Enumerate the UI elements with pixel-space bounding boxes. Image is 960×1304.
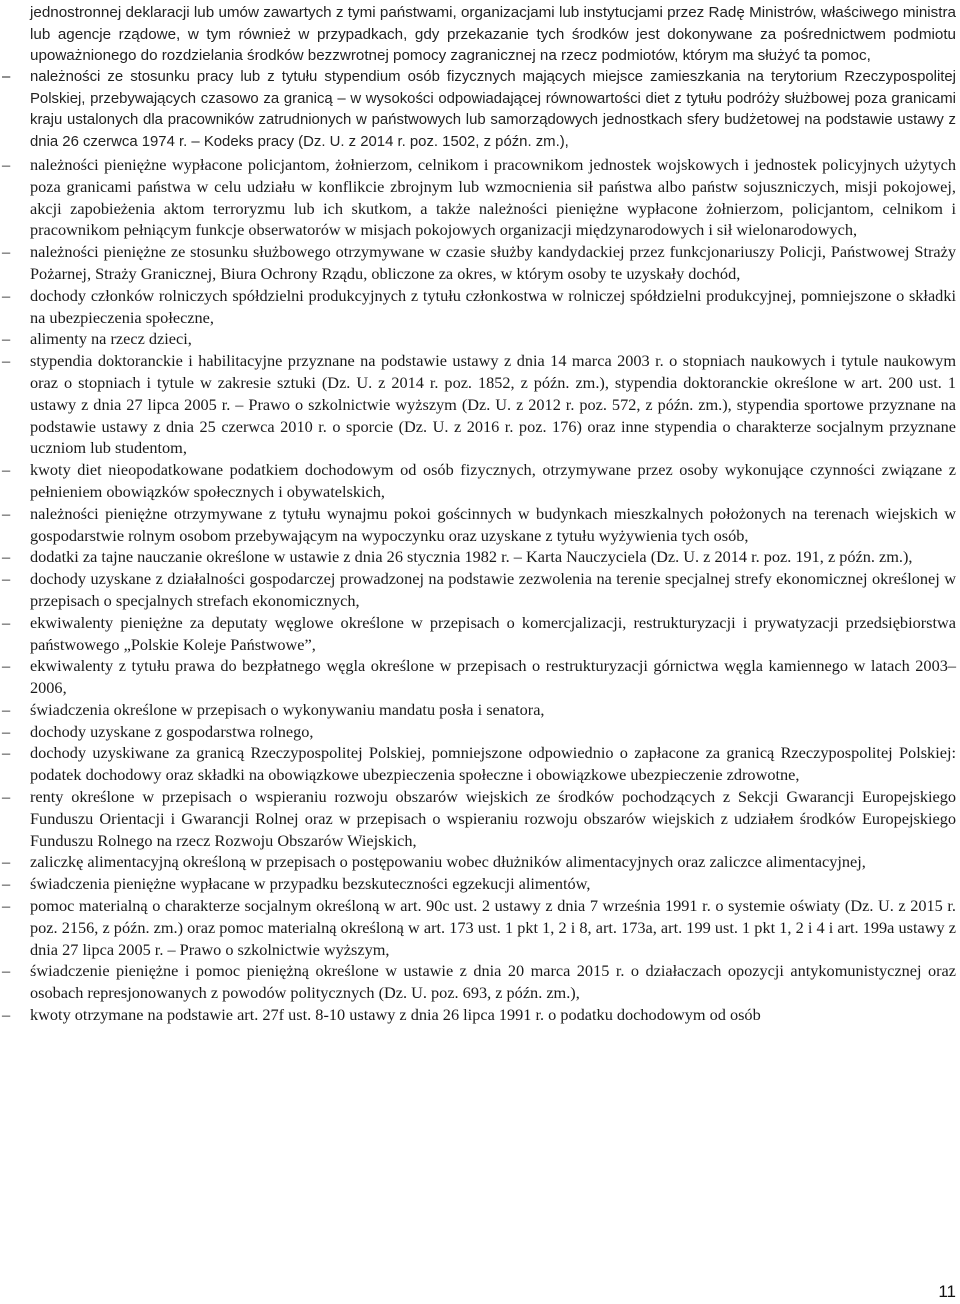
list-item: – dochody uzyskane z gospodarstwa rolnego, <box>2 721 956 743</box>
list-item: – dochody uzyskiwane za granicą Rzeczypospolitej Polskiej, pomniejszone odpowiednio o zapłacone za granicą Rzeczypospolitej Polskiej: podatek dochodowy oraz składki na obowiązkowe ubezpieczenia społeczne i obowiązkowe ubezpieczenie zdrowotne, <box>2 742 956 786</box>
list-item: – świadczenie pieniężne i pomoc pieniężną określone w ustawie z dnia 20 marca 2015 r. o działaczach opozycji antykomunistycznej oraz osobach represjonowanych z powodów politycznych (Dz. U. poz. 693, z późn. zm.), <box>2 960 956 1004</box>
list-item: – dochody uzyskane z działalności gospodarczej prowadzonej na podstawie zezwolenia na terenie specjalnej strefy ekonomicznej określonej w przepisach o specjalnych strefach ekonomicznych, <box>2 568 956 612</box>
list-item: – kwoty otrzymane na podstawie art. 27f ust. 8-10 ustawy z dnia 26 lipca 1991 r. o podatku dochodowym od osób <box>2 1004 956 1026</box>
list-item: – należności ze stosunku pracy lub z tytułu stypendium osób fizycznych mających miejsce zamieszkania na terytorium Rzeczypospolitej Polskiej, przebywających czasowo za granicą – w wysokości odpowiadającej równowartości diet z tytułu podróży służbowej poza granicami kraju ustalonych dla pracowników zatrudnionych w państwowych lub samorządowych jednostkach sfery budżetowej na podstawie ustawy z dnia 26 czerwca 1974 r. – Kodeks pracy (Dz. U. z 2014 r. poz. 1502, z późn. zm.), <box>2 67 956 154</box>
list-item: – renty określone w przepisach o wspieraniu rozwoju obszarów wiejskich ze środków pochodzących z Sekcji Gwarancji Europejskiego Funduszu Orientacji i Gwarancji Rolnej oraz w przepisach o wspieraniu rozwoju obszarów wiejskich z udziałem środków Europejskiego Funduszu Rolnego na rzecz Rozwoju Obszarów Wiejskich, <box>2 786 956 851</box>
list-item: – zaliczkę alimentacyjną określoną w przepisach o postępowaniu wobec dłużników alimentacyjnych oraz zaliczce alimentacyjnej, <box>2 851 956 873</box>
income-list <box>2 67 956 1026</box>
list-item: – świadczenia określone w przepisach o wykonywaniu mandatu posła i senatora, <box>2 699 956 721</box>
page-content <box>2 2 956 1026</box>
lead-paragraph: jednostronnej deklaracji lub umów zawartych z tymi państwami, organizacjami lub instytucjami przez Radę Ministrów, właściwego ministra lub agencje rządowe, w tym również w przypadkach, gdy przekazanie tych środków jest dokonywane za pośrednictwem podmiotu upoważnionego do rozdzielania środków bezzwrotnej pomocy zagranicznej na rzecz podmiotów, którym ma służyć ta pomoc, <box>30 4 956 65</box>
list-item: – dodatki za tajne nauczanie określone w ustawie z dnia 26 stycznia 1982 r. – Karta Nauczyciela (Dz. U. z 2014 r. poz. 191, z późn. zm.), <box>2 546 956 568</box>
list-item: – kwoty diet nieopodatkowane podatkiem dochodowym od osób fizycznych, otrzymywane przez osoby wykonujące czynności związane z pełnieniem obowiązków społecznych i obywatelskich, <box>2 459 956 503</box>
page-number: 11 <box>938 1282 956 1301</box>
list-item: – świadczenia pieniężne wypłacane w przypadku bezskuteczności egzekucji alimentów, <box>2 873 956 895</box>
list-item: – należności pieniężne wypłacone policjantom, żołnierzom, celnikom i pracownikom jednostek wojskowych i jednostek policyjnych użytych poza granicami państwa w celu udziału w konflikcie zbrojnym lub wzmocnienia sił państwa albo państw sojuszniczych, misji pokojowej, akcji zapobieżenia aktom terroryzmu lub ich skutkom, a także należności pieniężne wypłacone żołnierzom, policjantom, celnikom i pracownikom pełniącym funkcje obserwatorów w misjach pokojowych organizacji międzynarodowych i sił wielonarodowych, <box>2 154 956 241</box>
list-item: – ekwiwalenty pieniężne za deputaty węglowe określone w przepisach o komercjalizacji, restrukturyzacji i prywatyzacji przedsiębiorstwa państwowego „Polskie Koleje Państwowe”, <box>2 612 956 656</box>
list-item: – alimenty na rzecz dzieci, <box>2 328 956 350</box>
list-item: – dochody członków rolniczych spółdzielni produkcyjnych z tytułu członkostwa w rolniczej spółdzielni produkcyjnej, pomniejszone o składki na ubezpieczenia społeczne, <box>2 285 956 329</box>
list-item: – stypendia doktoranckie i habilitacyjne przyznane na podstawie ustawy z dnia 14 marca 2003 r. o stopniach naukowych i tytule naukowym oraz o stopniach i tytule w zakresie sztuki (Dz. U. z 2014 r. poz. 1852, z późn. zm.), stypendia doktoranckie określone w art. 200 ust. 1 ustawy z dnia 27 lipca 2005 r. – Prawo o szkolnictwie wyższym (Dz. U. z 2012 r. poz. 572, z późn. zm.), stypendia sportowe przyznane na podstawie ustawy z dnia 25 czerwca 2010 r. o sporcie (Dz. U. z 2016 r. poz. 176) oraz inne stypendia o charakterze socjalnym przyznane uczniom lub studentom, <box>2 350 956 459</box>
list-item: – należności pieniężne ze stosunku służbowego otrzymywane w czasie służby kandydackiej przez funkcjonariuszy Policji, Państwowej Straży Pożarnej, Straży Granicznej, Biura Ochrony Rządu, obliczone za okres, w którym osoby te uzyskały dochód, <box>2 241 956 285</box>
list-item: – należności pieniężne otrzymywane z tytułu wynajmu pokoi gościnnych w budynkach mieszkalnych położonych na terenach wiejskich w gospodarstwie rolnym osobom przebywającym na wypoczynku oraz uzyskane z tytułu wyżywienia tych osób, <box>2 503 956 547</box>
list-item: – ekwiwalenty z tytułu prawa do bezpłatnego węgla określone w przepisach o restrukturyzacji górnictwa węgla kamiennego w latach 2003–2006, <box>2 655 956 699</box>
list-item: – pomoc materialną o charakterze socjalnym określoną w art. 90c ust. 2 ustawy z dnia 7 września 1991 r. o systemie oświaty (Dz. U. z 2015 r. poz. 2156, z późn. zm.) oraz pomoc materialną określoną w art. 173 ust. 1 pkt 1, 2 i 8, art. 173a, art. 199 ust. 1 pkt 1, 2 i 4 i art. 199a ustawy z dnia 27 lipca 2005 r. – Prawo o szkolnictwie wyższym, <box>2 895 956 960</box>
